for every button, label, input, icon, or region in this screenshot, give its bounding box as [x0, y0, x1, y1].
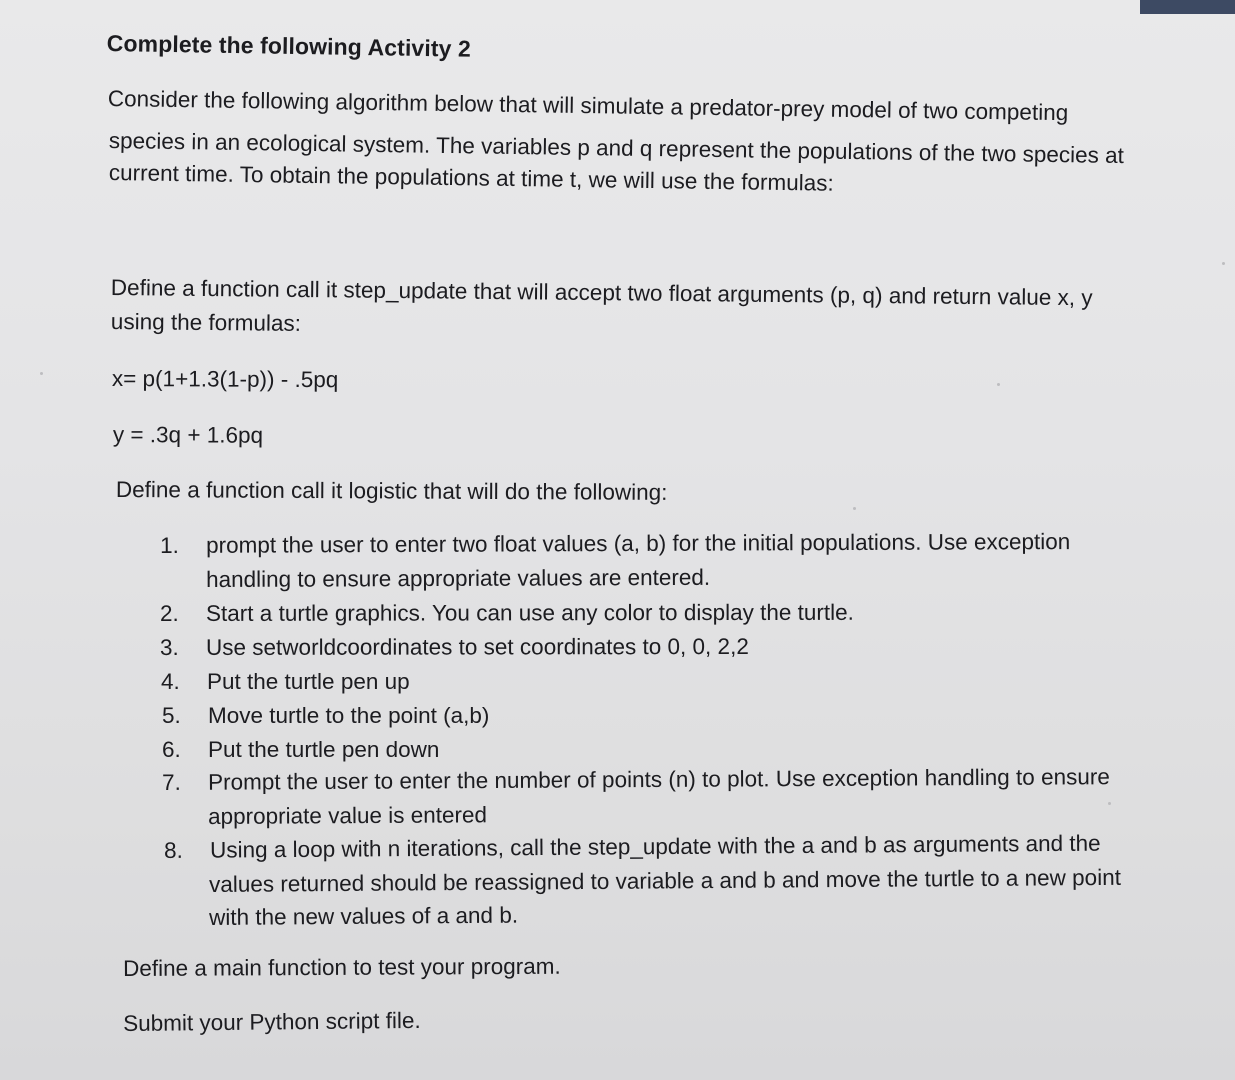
list-item-continuation: with the new values of a and b. [208, 902, 519, 930]
paper-speck [1222, 262, 1225, 265]
list-item-text: Using a loop with n iterations, call the step_update with the a and b as arguments and the [209, 830, 1101, 863]
list-item-continuation: handling to ensure appropriate values are entered. [205, 564, 711, 592]
formula-x: x= p(1+1.3(1-p)) - .5pq [111, 366, 339, 393]
paper-speck [853, 507, 856, 510]
list-item-continuation: values returned should be reassigned to variable a and b and move the turtle to a new point [208, 864, 1121, 897]
list-item-number: 5. [162, 703, 181, 728]
list-item-continuation: appropriate value is entered [207, 802, 488, 829]
list-item-text: Put the turtle pen up [207, 669, 410, 694]
paper-speck [1108, 802, 1111, 805]
list-item-number: 3. [159, 634, 179, 660]
list-item-number: 1. [159, 532, 179, 558]
list-item-text: Use setworldcoordinates to set coordinates to 0, 0, 2,2 [205, 633, 749, 660]
intro-line-3: current time. To obtain the populations at time t, we will use the formulas: [108, 160, 834, 196]
list-item-number: 2. [159, 600, 179, 626]
intro-line-2: species in an ecological system. The variables p and q represent the populations of the two species at [108, 128, 1125, 169]
list-item-text: Put the turtle pen down [208, 737, 440, 762]
list-item-number: 8. [163, 837, 183, 863]
page-title: Complete the following Activity 2 [106, 30, 472, 62]
list-item-number: 7. [161, 769, 181, 795]
logistic-definition: Define a function call it logistic that will do the following: [115, 477, 668, 505]
paper-speck [997, 383, 1000, 386]
paper-speck [40, 372, 43, 375]
step-update-definition-line-1: Define a function call it step_update that will accept two float arguments (p, q) and return value x, y [110, 275, 1093, 311]
submit-instruction: Submit your Python script file. [122, 1007, 421, 1036]
list-item-number: 4. [161, 669, 180, 694]
list-item-number: 6. [162, 737, 181, 762]
list-item-text: prompt the user to enter two float values (a, b) for the initial populations. Use exception [205, 529, 1071, 558]
formula-y: y = .3q + 1.6pq [112, 422, 264, 448]
main-function-instruction: Define a main function to test your program. [122, 953, 561, 981]
list-item-text: Prompt the user to enter the number of points (n) to plot. Use exception handling to ensure [207, 764, 1110, 795]
list-item-text: Move turtle to the point (a,b) [208, 703, 490, 728]
list-item-text: Start a turtle graphics. You can use any color to display the turtle. [205, 599, 854, 626]
step-update-definition-line-2: using the formulas: [110, 309, 302, 336]
intro-line-1: Consider the following algorithm below that will simulate a predator-prey model of two competing [107, 86, 1069, 126]
